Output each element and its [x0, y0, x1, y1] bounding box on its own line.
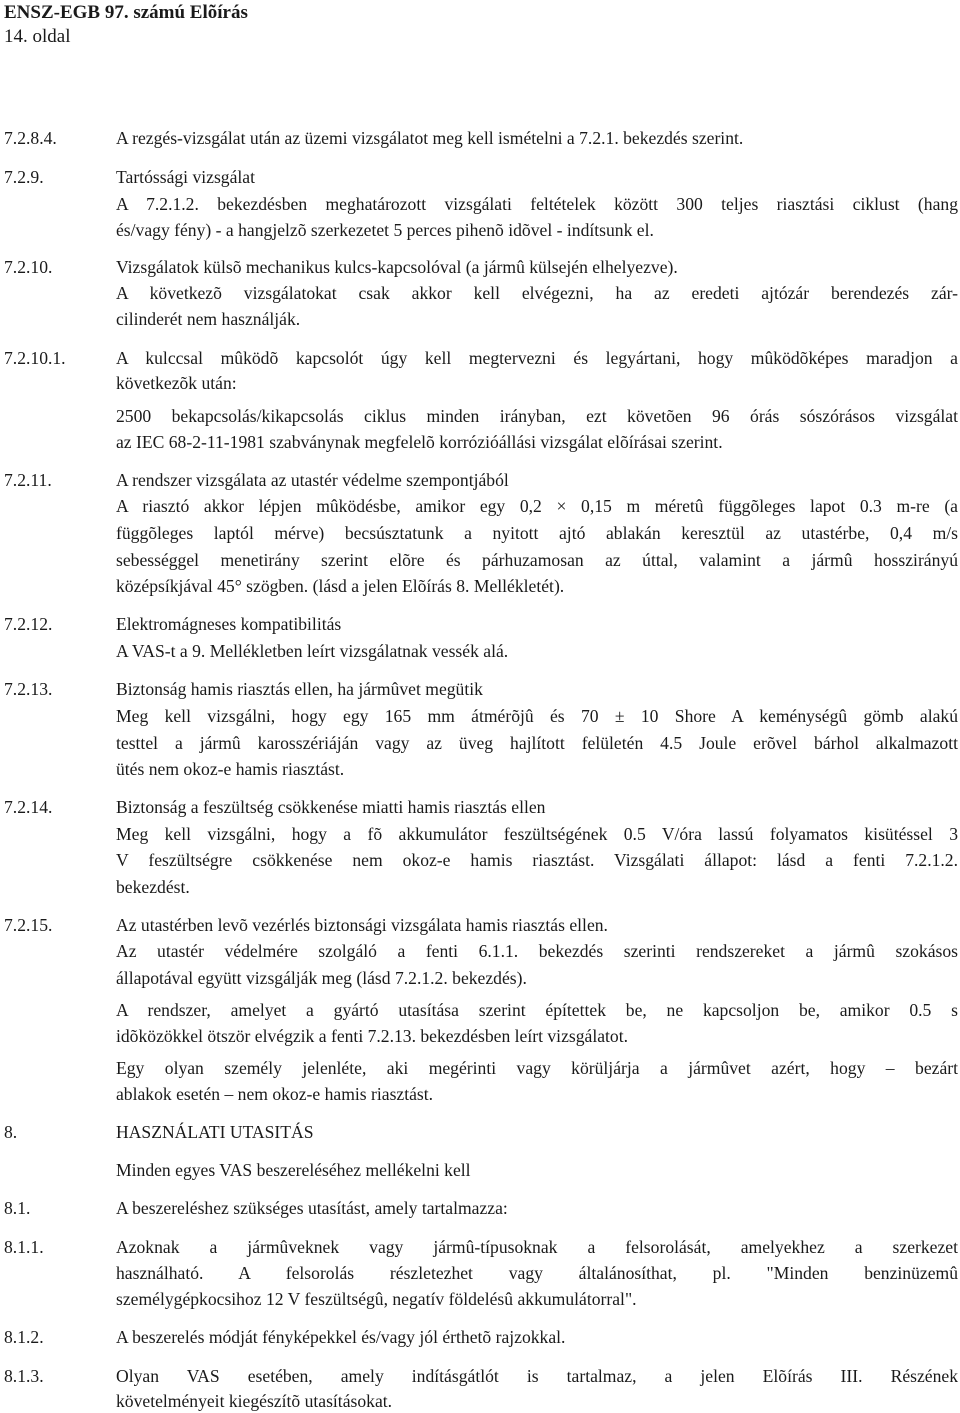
- section-title: Biztonság a feszültség csökkenése miatti hamis riasztás ellen: [116, 797, 546, 817]
- section-number: 8.1.1.: [4, 1237, 44, 1257]
- section-title: Elektromágneses kompatibilitás: [116, 614, 342, 634]
- section-number: 8.1.3.: [4, 1366, 44, 1386]
- section-number: 7.2.14.: [4, 797, 53, 817]
- paragraph-line: ütés nem okoz-e hamis riasztást.: [116, 759, 345, 779]
- paragraph-line: Azoknak a jármûveknek vagy jármû-típusoknak a felsorolását, amelyekhez a szerkezet: [116, 1237, 958, 1257]
- paragraph-line: A beszereléshez szükséges utasítást, amely tartalmazza:: [116, 1198, 508, 1218]
- paragraph-line: az IEC 68-2-11-1981 szabványnak megfelelõ korrózióállási vizsgálat elõírásai szerint.: [116, 432, 723, 452]
- section-title: HASZNÁLATI UTASITÁS: [116, 1122, 314, 1142]
- section-number: 7.2.11.: [4, 470, 52, 490]
- paragraph-line: A 7.2.1.2. bekezdésben meghatározott vizsgálati feltételek között 300 teljes riasztási ciklust (hang: [116, 194, 958, 214]
- paragraph-line: cilinderét nem használják.: [116, 309, 301, 329]
- page-number: 14. oldal: [4, 26, 71, 47]
- paragraph-line: A beszerelés módját fényképekkel és/vagy jól érthetõ rajzokkal.: [116, 1327, 566, 1347]
- paragraph-line: ablakok esetén – nem okoz-e hamis riasztást.: [116, 1084, 434, 1104]
- paragraph-line: Meg kell vizsgálni, hogy egy 165 mm átmérõjû és 70 ± 10 Shore A keménységû gömb alakú: [116, 706, 958, 726]
- document-title: ENSZ-EGB 97. számú Elõírás: [4, 2, 248, 23]
- section-number: 7.2.9.: [4, 167, 44, 187]
- section-title: Tartóssági vizsgálat: [116, 167, 255, 187]
- paragraph-line: Egy olyan személy jelenléte, aki megérinti vagy körüljárja a jármûvet azért, hogy – bezárt: [116, 1058, 958, 1078]
- paragraph-line: A kulccsal mûködõ kapcsolót úgy kell megtervezni és legyártani, hogy mûködõképes maradjon a: [116, 348, 958, 368]
- paragraph-line: bekezdést.: [116, 877, 190, 897]
- section-number: 7.2.10.: [4, 257, 53, 277]
- paragraph-line: Az utastér védelmére szolgáló a fenti 6.1.1. bekezdés szerinti rendszereket a jármû szokásos: [116, 941, 958, 961]
- section-number: 7.2.15.: [4, 915, 53, 935]
- section-title: Vizsgálatok külsõ mechanikus kulcs-kapcsolóval (a jármû külsején elhelyezve).: [116, 257, 678, 277]
- section-number: 8.1.2.: [4, 1327, 44, 1347]
- section-number: 7.2.10.1.: [4, 348, 66, 368]
- paragraph-line: A riasztó akkor lépjen mûködésbe, amikor egy 0,2 × 0,15 m méretû függõleges lapot 0.3 m-re (a: [116, 496, 958, 516]
- paragraph-line: személygépkocsihoz 12 V feszültségû, negatív földelésû akkumulátorral".: [116, 1289, 637, 1309]
- paragraph-line: használható. A felsorolás részletezhet vagy általánosíthat, pl. "Minden benzinüzemû: [116, 1263, 958, 1283]
- section-title: Az utastérben levõ vezérlés biztonsági vizsgálata hamis riasztás ellen.: [116, 915, 608, 935]
- paragraph-line: Meg kell vizsgálni, hogy a fõ akkumulátor feszültségének 0.5 V/óra lassú folyamatos kisütéssel 3: [116, 824, 958, 844]
- paragraph-line: A rendszer, amelyet a gyártó utasítása szerint építettek be, ne kapcsoljon be, amikor 0.5 s: [116, 1000, 958, 1020]
- section-number: 8.: [4, 1122, 18, 1142]
- paragraph-line: és/vagy fény) - a hangjelzõ szerkezetet 5 perces pihenõ idõvel - indítsunk el.: [116, 220, 654, 240]
- paragraph-line: Minden egyes VAS beszereléséhez mellékelni kell: [116, 1160, 471, 1180]
- paragraph-line: testtel a jármû karosszériáján vagy az üveg hajlított felületén 4.5 Joule erõvel bárhol alkalmazott: [116, 733, 958, 753]
- paragraph-line: következõk után:: [116, 373, 237, 393]
- section-number: 7.2.12.: [4, 614, 53, 634]
- paragraph-line: állapotával együtt vizsgálják meg (lásd 7.2.1.2. bekezdés).: [116, 968, 527, 988]
- paragraph-line: középsíkjával 45° szögben. (lásd a jelen Elõírás 8. Mellékletét).: [116, 576, 565, 596]
- paragraph-line: Olyan VAS esetében, amely indításgátlót is tartalmaz, a jelen Elõírás III. Részének: [116, 1366, 958, 1386]
- section-title: A rendszer vizsgálata az utastér védelme szempontjából: [116, 470, 509, 490]
- paragraph-line: sebességgel menetirány szerint elõre és párhuzamosan az úttal, valamint a jármû hosszirányú: [116, 550, 958, 570]
- section-number: 7.2.13.: [4, 679, 53, 699]
- paragraph-line: idõközökkel ötször elvégzik a fenti 7.2.13. bekezdésben leírt vizsgálatot.: [116, 1026, 629, 1046]
- paragraph-line: 2500 bekapcsolás/kikapcsolás ciklus minden irányban, ezt követõen 96 órás sószórásos vizsgálat: [116, 406, 958, 426]
- section-number: 8.1.: [4, 1198, 31, 1218]
- paragraph-line: függõleges laptól mérve) becsúsztatunk a nyitott ajtó ablakán keresztül az utastérbe, 0,4 m/s: [116, 523, 958, 543]
- paragraph-line: A következõ vizsgálatokat csak akkor kell elvégezni, ha az eredeti ajtózár berendezés zár-: [116, 283, 958, 303]
- paragraph-line: követelményeit kiegészítõ utasításokat.: [116, 1391, 393, 1411]
- page-header: [4, 0, 248, 49]
- paragraph-line: A VAS-t a 9. Mellékletben leírt vizsgálatnak vessék alá.: [116, 641, 509, 661]
- paragraph-line: A rezgés-vizsgálat után az üzemi vizsgálatot meg kell ismételni a 7.2.1. bekezdés szerint.: [116, 128, 744, 148]
- section-title: Biztonság hamis riasztás ellen, ha jármûvet megütik: [116, 679, 483, 699]
- section-number: 7.2.8.4.: [4, 128, 57, 148]
- paragraph-line: V feszültségre csökkenése nem okoz-e hamis riasztást. Vizsgálati állapot: lásd a fenti 7.2.1.2.: [116, 850, 958, 870]
